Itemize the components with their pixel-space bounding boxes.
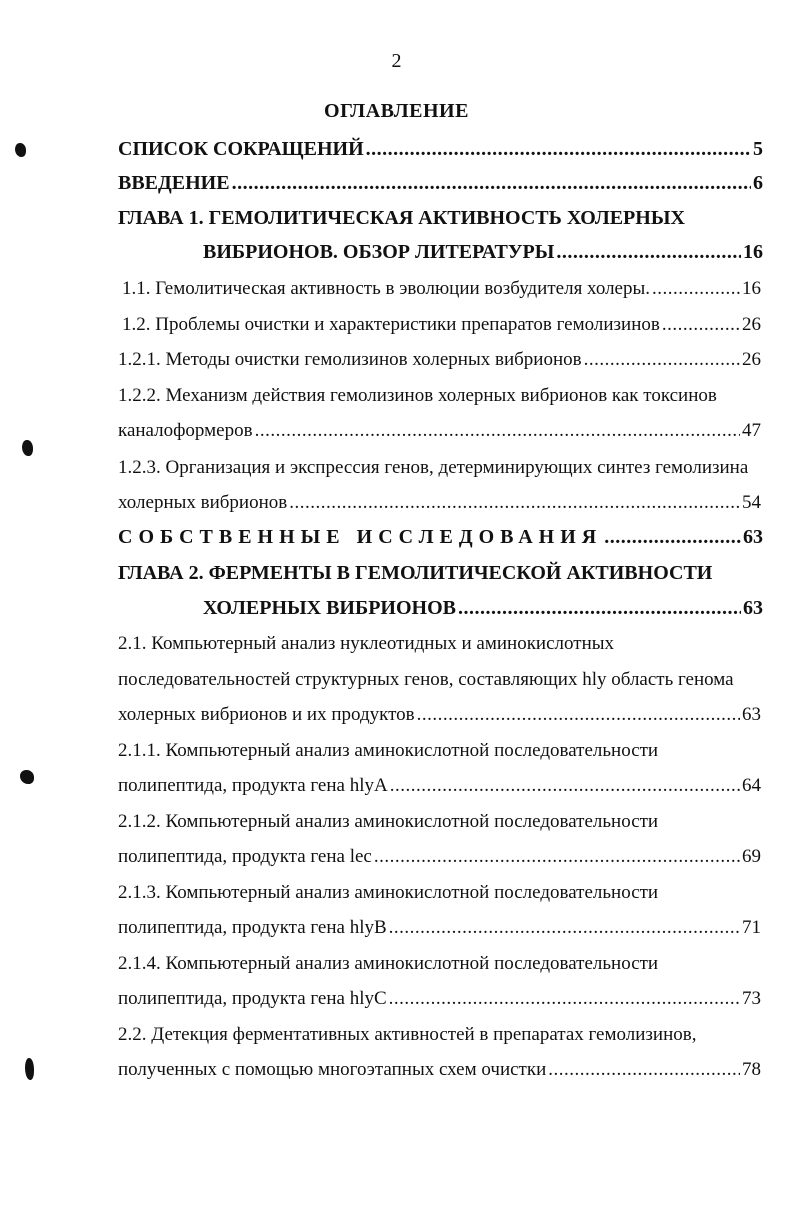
toc-entry-2-1-2-line1: 2.1.2. Компьютерный анализ аминокислотной последовательности: [118, 811, 659, 832]
toc-entry-page: 26: [742, 314, 761, 335]
toc-entry-introduction[interactable]: [118, 166, 763, 200]
toc-entry-abbreviations[interactable]: [118, 132, 763, 166]
toc-entry-page: 64: [742, 775, 761, 796]
toc-leader-dots: [232, 166, 751, 200]
toc-entry-1-2-3-line1: 1.2.3. Организация и экспрессия генов, детерминирующих синтез гемолизина: [118, 457, 749, 478]
toc-leader-dots: [417, 698, 740, 732]
toc-entry-text: каналоформеров: [118, 420, 253, 441]
toc-entry-text: СОБСТВЕННЫЕ ИССЛЕДОВАНИЯ: [118, 526, 603, 548]
toc-entry-2-1-1-line1: 2.1.1. Компьютерный анализ аминокислотной последовательности: [118, 740, 659, 761]
toc-leader-dots: [652, 272, 740, 306]
toc-entry-chapter1-line1: ГЛАВА 1. ГЕМОЛИТИЧЕСКАЯ АКТИВНОСТЬ ХОЛЕРНЫХ: [118, 207, 685, 229]
toc-leader-dots: [584, 343, 740, 377]
toc-leader-dots: [662, 308, 740, 342]
toc-entry-chapter1[interactable]: [203, 235, 763, 269]
toc-entry-1-2-3[interactable]: [118, 486, 761, 520]
toc-entry-own-research[interactable]: [118, 520, 763, 554]
toc-entry-page: 6: [753, 172, 763, 194]
toc-entry-text: 1.2.1. Методы очистки гемолизинов холерных вибрионов: [118, 349, 582, 370]
toc-entry-2-1-line1: 2.1. Компьютерный анализ нуклеотидных и аминокислотных: [118, 633, 615, 654]
toc-title: ОГЛАВЛЕНИЕ: [324, 100, 469, 122]
toc-leader-dots: [458, 591, 741, 625]
toc-entry-page: 16: [742, 278, 761, 299]
toc-entry-page: 63: [743, 526, 763, 548]
toc-entry-text: СПИСОК СОКРАЩЕНИЙ: [118, 138, 364, 160]
binder-hole-mark: [22, 440, 33, 456]
toc-entry-text: полипептида, продукта гена hlyC: [118, 988, 387, 1009]
toc-entry-page: 5: [753, 138, 763, 160]
toc-entry-page: 78: [742, 1059, 761, 1080]
toc-entry-chapter2-line1: ГЛАВА 2. ФЕРМЕНТЫ В ГЕМОЛИТИЧЕСКОЙ АКТИВНОСТИ: [118, 562, 713, 584]
toc-entry-2-2[interactable]: [118, 1053, 761, 1087]
toc-entry-text: полученных с помощью многоэтапных схем очистки: [118, 1059, 547, 1080]
toc-entry-text: полипептида, продукта гена lec: [118, 846, 372, 867]
toc-entry-page: 47: [742, 420, 761, 441]
toc-entry-2-1-line2: последовательностей структурных генов, составляющих hly область генома: [118, 669, 734, 690]
toc-leader-dots: [255, 414, 740, 448]
toc-entry-text: холерных вибрионов и их продуктов: [118, 704, 415, 725]
toc-leader-dots: [389, 911, 740, 945]
toc-entry-page: 16: [743, 241, 763, 263]
toc-entry-2-1-4-line1: 2.1.4. Компьютерный анализ аминокислотной последовательности: [118, 953, 659, 974]
toc-entry-page: 71: [742, 917, 761, 938]
toc-entry-page: 63: [743, 597, 763, 619]
toc-entry-page: 26: [742, 349, 761, 370]
toc-entry-2-1-2[interactable]: [118, 840, 761, 874]
toc-entry-2-1[interactable]: [118, 698, 761, 732]
toc-entry-text: ХОЛЕРНЫХ ВИБРИОНОВ: [203, 597, 456, 619]
toc-entry-page: 63: [742, 704, 761, 725]
toc-entry-text: ВИБРИОНОВ. ОБЗОР ЛИТЕРАТУРЫ: [203, 241, 555, 263]
toc-entry-2-1-3[interactable]: [118, 911, 761, 945]
toc-entry-text: 1.1. Гемолитическая активность в эволюции возбудителя холеры.: [122, 278, 651, 299]
toc-entry-page: 69: [742, 846, 761, 867]
binder-hole-mark: [20, 770, 34, 784]
toc-entry-1-2[interactable]: [122, 308, 761, 342]
toc-leader-dots: [548, 1053, 740, 1087]
toc-entry-1-1[interactable]: [122, 272, 761, 306]
toc-entry-1-2-2-line1: 1.2.2. Механизм действия гемолизинов холерных вибрионов как токсинов: [118, 385, 717, 406]
toc-leader-dots: [604, 520, 741, 554]
toc-entry-2-1-1[interactable]: [118, 769, 761, 803]
toc-entry-1-2-2[interactable]: [118, 414, 761, 448]
toc-leader-dots: [390, 769, 740, 803]
toc-entry-text: полипептида, продукта гена hlyB: [118, 917, 387, 938]
toc-entry-page: 54: [742, 492, 761, 513]
toc-leader-dots: [389, 982, 740, 1016]
toc-leader-dots: [374, 840, 740, 874]
toc-leader-dots: [556, 235, 741, 269]
toc-leader-dots: [289, 486, 740, 520]
toc-entry-1-2-1[interactable]: [118, 343, 761, 377]
toc-entry-page: 73: [742, 988, 761, 1009]
toc-entry-text: 1.2. Проблемы очистки и характеристики препаратов гемолизинов: [122, 314, 660, 335]
toc-entry-chapter2[interactable]: [203, 591, 763, 625]
page-number: 2: [391, 50, 402, 72]
toc-leader-dots: [366, 132, 751, 166]
toc-entry-2-2-line1: 2.2. Детекция ферментативных активностей в препаратах гемолизинов,: [118, 1024, 697, 1045]
toc-entry-text: полипептида, продукта гена hlyA: [118, 775, 388, 796]
binder-hole-mark: [25, 1058, 34, 1080]
binder-hole-mark: [15, 143, 26, 157]
toc-entry-text: ВВЕДЕНИЕ: [118, 172, 230, 194]
toc-entry-2-1-3-line1: 2.1.3. Компьютерный анализ аминокислотной последовательности: [118, 882, 659, 903]
toc-entry-text: холерных вибрионов: [118, 492, 288, 513]
toc-entry-2-1-4[interactable]: [118, 982, 761, 1016]
